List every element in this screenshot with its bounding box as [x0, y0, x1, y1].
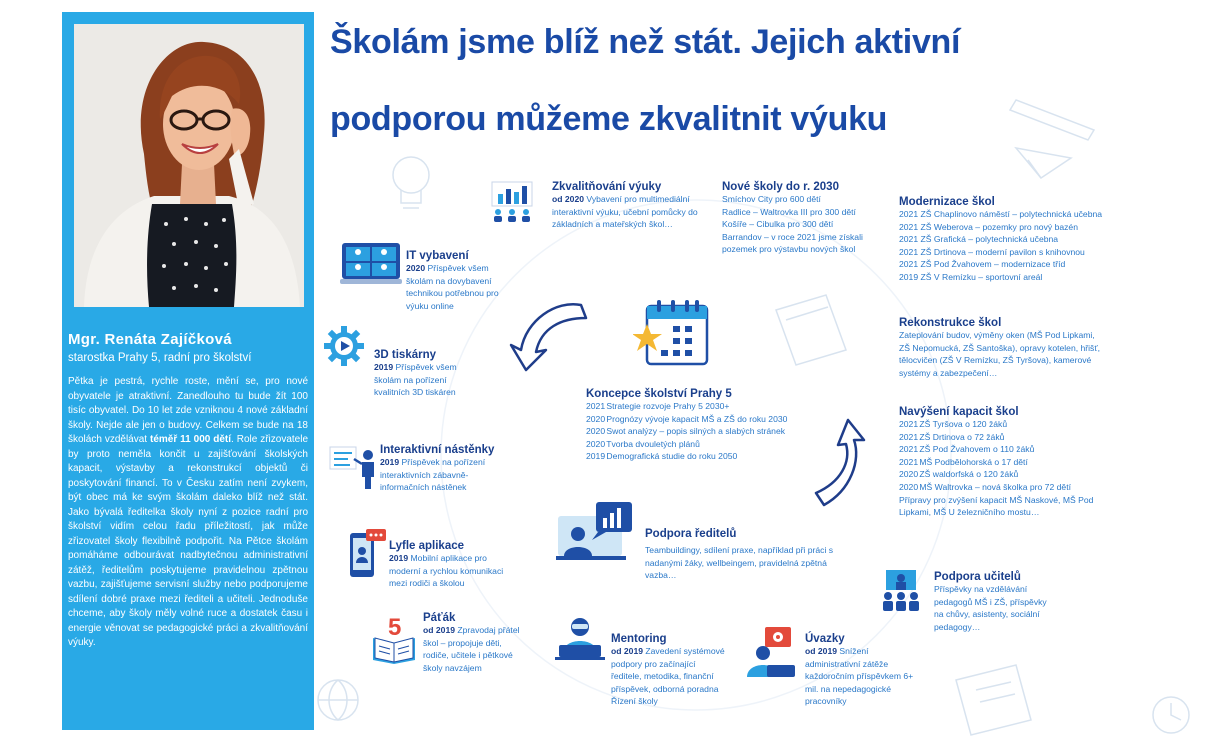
block-desc: Příspěvek všem školám na dovybavení technikou potřebnou pro výuku online: [406, 263, 499, 311]
list-item: [899, 431, 1094, 444]
person-name: Mgr. Renáta Zajíčková: [68, 331, 232, 348]
block-text: [586, 400, 787, 463]
block-year: od 2019: [805, 646, 838, 656]
row-text: MŠ Waltrovka – nová školka pro 72 dětí: [919, 481, 1071, 492]
page-title-line-2: podporou můžeme zkvalitnit výuku: [330, 100, 888, 138]
block-title: Podpora ředitelů: [645, 528, 737, 540]
block-title: Interaktivní nástěnky: [380, 444, 495, 456]
list-item: [899, 481, 1094, 494]
block-year: 2020: [406, 263, 426, 273]
block-desc: Příspěvek všem školám na pořízení kvalitních 3D tiskáren: [374, 362, 457, 398]
row-year: 2020: [586, 426, 606, 437]
block-desc: Příspěvek na pořízení interaktivních zábavně-informačních nástěnek: [380, 457, 486, 493]
block-title: Podpora učitelů: [934, 571, 1021, 583]
row-year: 2020: [586, 438, 606, 449]
list-item: [586, 413, 787, 426]
block-title: Mentoring: [611, 633, 667, 645]
block-note: Přípravy pro zvýšení kapacit MŠ Naskové, MŠ Pod Lipkami, MŠ U železničního mostu…: [899, 494, 1094, 518]
block-year: 2019: [380, 457, 400, 467]
block-title: Úvazky: [805, 633, 845, 645]
block-year: od 2020: [552, 194, 585, 204]
block-modernization: [899, 196, 1102, 284]
worker-settings-icon: [745, 625, 799, 679]
block-year: 2019: [374, 362, 394, 372]
block-title: 3D tiskárny: [374, 349, 437, 361]
list-item: Košíře – Cibulka pro 300 dětí: [722, 219, 834, 230]
list-item: [899, 456, 1094, 469]
patak-badge: 5: [388, 614, 402, 641]
portrait-illustration: [74, 24, 304, 307]
block-text: [722, 193, 863, 256]
gear-play-icon: [323, 325, 365, 367]
calendar-star-icon: [633, 298, 713, 372]
list-item: 2021 ZŠ Grafická – polytechnická učebna: [899, 234, 1059, 245]
list-item: [899, 418, 1094, 431]
block-desc: Snížení administrativní zátěže každoročním příspěvkem 6+ mil. na nepedagogické pracovníky: [805, 646, 914, 707]
list-item: 2021 ZŠ Pod Žvahovem – modernizace tříd: [899, 259, 1066, 270]
block-text: [899, 208, 1102, 284]
block-text: [380, 456, 505, 494]
block-reconstruction: [899, 317, 1104, 379]
block-principal-support: [645, 528, 860, 582]
block-interactive-boards: [380, 444, 505, 494]
block-text: [552, 193, 702, 231]
row-text: ZŠ waldorfská o 120 žáků: [919, 469, 1019, 480]
block-text: Teambuildingy, sdílení praxe, například při práci s nadanými žáky, wellbeingem, pravidelná zpětná vazba…: [645, 545, 834, 581]
row-text: Prognózy vývoje kapacit MŠ a ZŠ do roku 2030: [606, 413, 788, 424]
block-desc: Mobilní aplikace pro moderní a rychlou komunikaci mezi rodiči a školou: [389, 553, 504, 589]
block-capacity-increase: [899, 406, 1094, 519]
block-year: od 2019: [423, 625, 456, 635]
bio-text-1: Pětka je pestrá, rychle roste, mění se, pro nové obyvatele je atraktivní. Zanedlouho tu bude žít 100 tisíc obyvatel. Do 10 let zde vzniknou 4 nové základní školy. Nejde ale jen o budovy. Celkem se bude na 18 školách vzdělávat: [68, 376, 308, 445]
block-desc: Vybavení pro multimediální interaktivní výuku, učební pomůcky do základních a mateřských škol…: [552, 194, 698, 230]
list-item: [586, 425, 787, 438]
row-text: Demografická studie do roku 2050: [606, 451, 738, 462]
block-desc: Zpravodaj přátel škol – propojuje děti, rodiče, učitele i pětkové školy navzájem: [423, 625, 520, 673]
row-year: 2021: [899, 444, 919, 455]
block-lyfle-app: [389, 540, 509, 590]
row-text: ZŠ Drtinova o 72 žáků: [919, 431, 1005, 442]
block-text: [423, 624, 523, 674]
block-title: Zkvalitňování výuky: [552, 181, 662, 193]
presenter-chart-icon: [556, 500, 636, 562]
list-item: [899, 443, 1094, 456]
list-item: [899, 468, 1094, 481]
list-item: 2021 ZŠ Weberova – pozemky pro nový bazén: [899, 221, 1078, 232]
row-year: 2020: [586, 413, 606, 424]
row-year: 2021: [899, 456, 919, 467]
block-title: Páťák: [423, 612, 456, 624]
page-title-line-1: Školám jsme blíž než stát. Jejich aktivní: [330, 23, 961, 61]
person-role: starostka Prahy 5, radní pro školství: [68, 352, 252, 364]
row-text: MŠ Podbělohorská o 17 dětí: [919, 456, 1028, 467]
block-title: Rekonstrukce škol: [899, 317, 1002, 329]
list-item: [586, 450, 787, 463]
row-year: 2021: [899, 431, 919, 442]
block-mentoring: [611, 633, 726, 708]
block-text: [406, 262, 516, 312]
block-teaching-quality: [552, 181, 702, 231]
teacher-group-icon: [880, 568, 922, 614]
block-teacher-support: [934, 571, 1049, 633]
block-title: Lyfle aplikace: [389, 540, 465, 552]
row-text: Swot analýzy – popis silných a slabých stránek: [606, 426, 786, 437]
block-title: Modernizace škol: [899, 196, 995, 208]
mentor-laptop-icon: [553, 615, 607, 661]
list-item: [586, 400, 787, 413]
block-3d-printers: [374, 349, 474, 399]
bio-text-2: . Role zřizovatele by proto neměla končit u zajišťování školských kapacit, výstavby a rekonstrukcí objektů či poskytování financí. To v Česku zatím není zvykem, být obec má ke svým školám daleko blíž než stát. Jako bývalá ředitelka školy nyní z pozice radní pro školství vidím celou řadu příležitostí, jak může zřizovatel školy flexibilně podpořit. Na Pětce školám pomáháme odbourávat nadbytečnou administrativní zátěž, ředitelům poskytujeme pravidelnou zpětnou vazbu, zajišťujeme servisní služby nebo podporujeme sdílení dobré praxe mezi řediteli a učiteli. Jednoduše chceme, aby školy měly volné ruce a dostatek času i energie věnovat se pedagogické práci a zkvalitňování výuky.: [68, 434, 309, 648]
row-year: 2020: [899, 481, 919, 492]
row-year: 2021: [899, 419, 919, 429]
bio-highlight: téměř 11 000 dětí: [150, 434, 232, 445]
list-item: [586, 438, 787, 451]
list-item: 2021 ZŠ Chaplinovo náměstí – polytechnická učebna: [899, 209, 1103, 219]
block-text: Zateplování budov, výměny oken (MŠ Pod Lipkami, ZŠ Nepomucká, ZŠ Santoška), opravy kotelen, hřišť, tělocvičen (ZŠ V Remízku, ZŠ Tyršova), kamerové systémy a zabezpečení…: [899, 330, 1100, 378]
block-education-concept: [586, 388, 787, 463]
classroom-chart-icon: [490, 180, 535, 224]
block-year: od 2019: [611, 646, 644, 656]
block-title: Nové školy do r. 2030: [722, 181, 839, 193]
list-item: 2019 ZŠ V Remízku – sportovní areál: [899, 271, 1043, 282]
block-patak: [423, 612, 523, 674]
phone-chat-icon: [348, 527, 388, 579]
block-text: [611, 645, 726, 708]
row-text: ZŠ Pod Žvahovem o 110 žáků: [919, 444, 1035, 455]
block-text: [899, 418, 1094, 519]
block-text: [805, 645, 925, 708]
block-workload: [805, 633, 925, 708]
list-item: Barrandov – v roce 2021 jsme získali: [722, 231, 863, 242]
block-title: Navýšení kapacit škol: [899, 406, 1019, 418]
list-item: 2021 ZŠ Drtinova – moderní pavilon s knihovnou: [899, 246, 1085, 257]
list-item: pozemek pro výstavbu nových škol: [722, 244, 856, 255]
block-title: IT vybavení: [406, 250, 469, 262]
block-year: 2019: [389, 553, 409, 563]
list-item: Smíchov City pro 600 dětí: [722, 194, 821, 204]
row-text: ZŠ Tyršova o 120 žáků: [919, 419, 1008, 429]
portrait-photo: [74, 24, 304, 307]
row-text: Strategie rozvoje Prahy 5 2030+: [606, 401, 730, 411]
block-new-schools: [722, 181, 863, 256]
person-bio: [68, 375, 308, 651]
block-text: Příspěvky na vzdělávání pedagogů MŠ i ZŠ, příspěvky na chůvy, asistenty, sociální pedagogy…: [934, 584, 1047, 632]
row-year: 2019: [586, 451, 606, 462]
row-year: 2021: [586, 401, 606, 411]
list-item: Radlice – Waltrovka III pro 300 dětí: [722, 206, 856, 217]
block-it-equipment: [406, 250, 516, 312]
row-year: 2020: [899, 469, 919, 480]
board-presenter-icon: [328, 443, 380, 491]
block-desc: Zavedení systémové podpory pro začínající ředitele, metodika, finanční příspěvek, odborná poradna Řízení školy: [611, 646, 725, 707]
video-call-icon: [340, 241, 402, 287]
block-text: [374, 361, 474, 399]
block-text: [389, 552, 509, 590]
block-title: Koncepce školství Prahy 5: [586, 388, 732, 400]
row-text: Tvorba dvouletých plánů: [606, 438, 700, 449]
